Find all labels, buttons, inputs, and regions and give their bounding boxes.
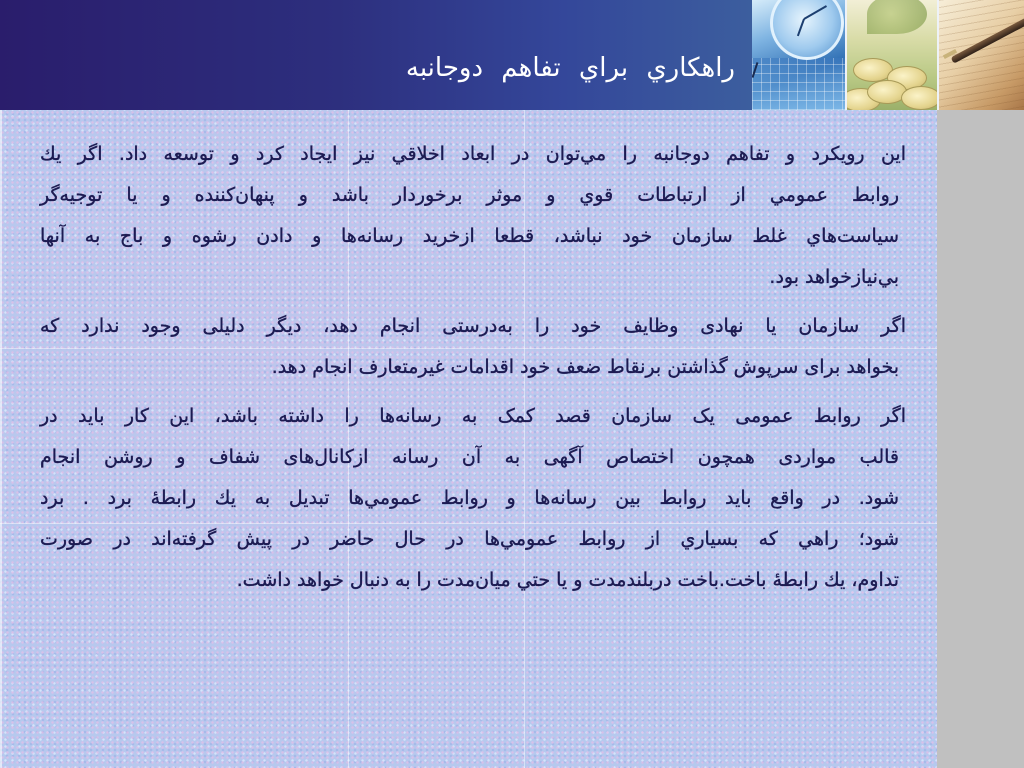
clock-face-graphic xyxy=(770,0,844,60)
paragraph-2-line-2: بخواهد برای سرپوش گذاشتن برنقاط ضعف خود اقدامات غیرمتعارف انجام دهد. xyxy=(271,356,899,378)
paragraph-1-line-2: روابط عمومي از ارتباطات قوي و موثر برخوردار باشد و پنهان‌كننده و يا توجيه‌گر xyxy=(40,184,899,206)
header-photo-strip xyxy=(752,0,1024,110)
paragraph-1-line-3: سياست‌هاي غلط سازمان خود نباشد، قطعا ازخريد رسانه‌ها و دادن رشوه و باج به آنها xyxy=(40,225,899,247)
coins-photo xyxy=(847,0,937,110)
paragraph-3-line-4: شود؛ راهي كه بسياري از روابط عمومي‌ها در حال حاضر در پيش گرفته‌اند در صورت xyxy=(40,528,899,550)
paragraph-3 xyxy=(40,396,906,601)
side-panel xyxy=(937,110,1024,768)
slide-title: راهكاري براي تفاهم دوجانبه xyxy=(405,53,735,83)
paragraph-1 xyxy=(40,134,906,298)
paragraph-1-line-1: اين رويكرد و تفاهم دوجانبه را مي‌توان در ابعاد اخلاقي نيز ايجاد كرد و توسعه داد. اگر يك xyxy=(40,143,906,165)
header-bar xyxy=(0,0,752,110)
paragraph-3-line-1: اگر روابط عمومی یک سازمان قصد کمک به رسانه‌ها را داشته باشد، این کار باید در xyxy=(40,405,906,427)
paragraph-3-line-3: شود. در واقع بايد روابط بين رسانه‌ها و روابط عمومي‌ها تبديل به يك رابطهٔ برد . برد xyxy=(40,487,899,509)
paragraph-1-line-4: بي‌نيازخواهد بود. xyxy=(769,266,899,288)
slide-body xyxy=(0,110,937,768)
paragraph-3-line-5: تداوم، يك رابطهٔ باخت.باخت دربلندمدت و يا حتي ميان‌مدت را به دنبال خواهد داشت. xyxy=(236,569,899,591)
paragraph-2 xyxy=(40,306,906,388)
coin-graphic xyxy=(901,86,937,110)
paragraph-3-line-2: قالب مواردی همچون اختصاص آگهی به آن رسانه ازکانال‌های شفاف و روشن انجام xyxy=(40,446,899,468)
leaf-graphic xyxy=(867,0,927,34)
clock-chart-photo xyxy=(752,0,845,110)
pen-document-photo xyxy=(939,0,1024,110)
pen-graphic xyxy=(951,15,1024,63)
left-edge-line xyxy=(0,110,2,768)
slide-text xyxy=(40,134,906,609)
chart-grid-graphic xyxy=(752,58,845,110)
paragraph-2-line-1: اگر سازمان یا نهادی وظایف خود را به‌درستی انجام دهد، دیگر دلیلی وجود ندارد که xyxy=(40,315,906,337)
